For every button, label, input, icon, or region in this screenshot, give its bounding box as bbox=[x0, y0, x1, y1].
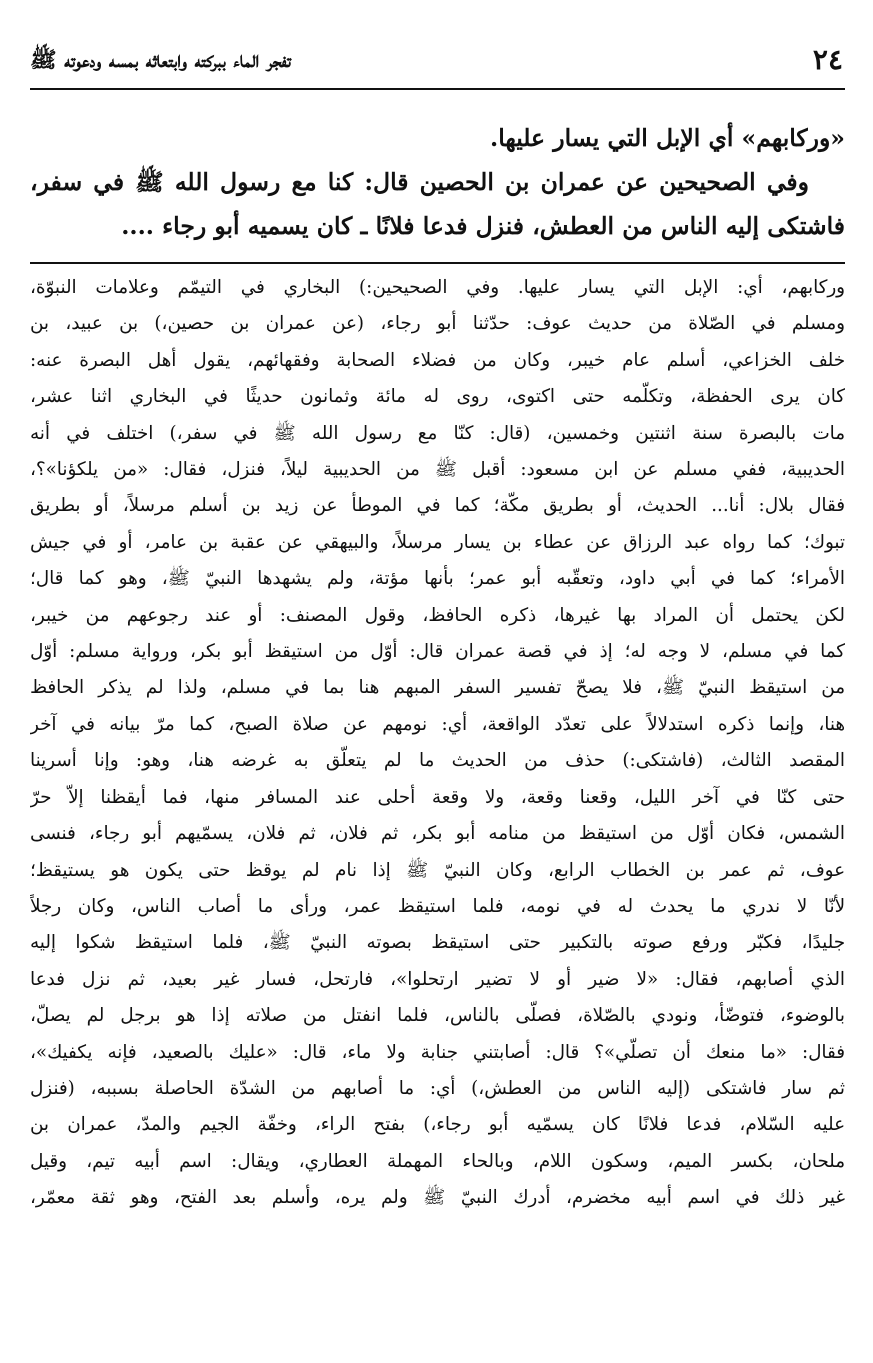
commentary-line: المقصد الثالث، (فاشتكى:) حذف من الحديث ما لم يتعلّق به غرضه هنا، وهو: وإنا أسرينا bbox=[30, 750, 845, 772]
commentary-line: الأمراء؛ كما في أبي داود، وتعقّبه أبو عمر؛ بأنها مؤتة، ولم يشهدها النبيّ ﷺ، وهو كما قال؛ bbox=[30, 568, 845, 590]
commentary-line: حتى كنّا في آخر الليل، وقعنا وقعة، ولا وقعة أحلى عند المسافر منها، فما أيقظنا إلاّ حرّ bbox=[30, 786, 845, 808]
commentary-line: ثم سار فاشتكى (إليه الناس من العطش،) أي: ما أصابهم من الشدّة الحاصلة بسببه، (فنزل bbox=[30, 1077, 845, 1099]
commentary-line: وركابهم، أي: الإبل التي يسار عليها. وفي الصحيحين:) البخاري في التيمّم وعلامات النبوّة، bbox=[30, 277, 845, 298]
commentary-text bbox=[30, 270, 845, 1217]
page-header bbox=[30, 34, 845, 86]
commentary-line: تبوك؛ كما رواه عبد الرزاق عن عطاء بن يسار مرسلاً، والبيهقي عن عقبة بن عامر، أو في جيش bbox=[30, 531, 845, 553]
commentary-divider bbox=[30, 262, 845, 264]
commentary-line: مات بالبصرة سنة اثنتين وخمسين، (قال: كنّا مع رسول الله ﷺ في سفر،) اختلف في أنه bbox=[30, 422, 845, 444]
page-number: ٢٤ bbox=[812, 43, 843, 76]
commentary-line: لكن يحتمل أن المراد بها غيرها، ذكره الحافظ، وقول المصنف: أو عند رجوعهم من خيبر، bbox=[30, 604, 845, 626]
main-text-paragraph-1: «وركابهم» أي الإبل التي يسار عليها. bbox=[490, 124, 845, 152]
commentary-line: ومسلم في الصّلاة من حديث عوف: حدّثنا أبو رجاء، (عن عمران بن حصين،) بن عبيد، بن bbox=[30, 313, 845, 335]
commentary-line: الشمس، فكان أوّل من استيقظ من منامه أبو بكر، ثم فلان، ثم فلان، يسمّيهم أبو رجاء، فنسى bbox=[30, 823, 845, 845]
running-title: تفجر الماء ببركته وابتعاثه بمسه ودعوته ﷺ bbox=[30, 47, 291, 73]
commentary-line: خلف الخزاعي، أسلم عام خيبر، وكان من فضلاء الصحابة وفقهائهم، يقول أهل البصرة عنه: bbox=[30, 349, 845, 371]
commentary-line: بالوضوء، فتوضّأ، ونودي بالصّلاة، فصلّى بالناس، فلما انفتل من صلاته إذا هو برجل لم يصلّ، bbox=[30, 1005, 845, 1027]
commentary-line: جليدًا، فكبّر ورفع صوته بالتكبير حتى استيقظ بصوته النبيّ ﷺ، فلما استيقظ شكوا إليه bbox=[30, 932, 845, 954]
main-text bbox=[30, 116, 845, 248]
commentary-line: غير ذلك في اسم أبيه مخضرم، أدرك النبيّ ﷺ ولم يره، وأسلم بعد الفتح، وهو ثقة معمّر، bbox=[30, 1187, 845, 1209]
commentary-line: الذي أصابهم، فقال: «لا ضير أو لا تضير ارتحلوا»، فارتحل، فسار غير بعيد، ثم نزل فدعا bbox=[30, 968, 845, 990]
main-text-paragraph-2: وفي الصحيحين عن عمران بن الحصين قال: كنا مع رسول الله ﷺ في سفر، فاشتكى إليه الناس من العطش، فنزل فدعا فلانًا ـ كان يسميه أبو رجاء .... bbox=[30, 168, 845, 240]
commentary-line: عوف، ثم عمر بن الخطاب الرابع، وكان النبيّ ﷺ إذا نام لم يوقظ حتى يكون هو يستيقظ؛ bbox=[30, 859, 845, 881]
commentary-line: فقال بلال: أنا... الحديث، أو بطريق مكّة؛ كما في الموطأ عن زيد بن أسلم مرسلاً، أو بطريق bbox=[30, 495, 845, 517]
commentary-line: ملحان، بكسر الميم، وسكون اللام، وبالحاء المهملة العطاري، ويقال: اسم أبيه تيم، وقيل bbox=[30, 1150, 845, 1172]
commentary-line: الحديبية، ففي مسلم عن ابن مسعود: أقبل ﷺ من الحديبية ليلاً، فنزل، فقال: «من يلكؤنا»؟، bbox=[30, 459, 845, 481]
commentary-line: عليه السّلام، فدعا فلانًا كان يسمّيه أبو رجاء،) بفتح الراء، وخفّة الجيم والمدّ، عمران بن bbox=[30, 1114, 845, 1136]
commentary-line: كما في مسلم، لا وجه له؛ إذ في قصة عمران قال: أوّل من استيقظ أبو بكر، ورواية مسلم: أوّل bbox=[30, 641, 845, 663]
commentary-line: لأنّا لا ندري ما يحدث له في نومه، فلما استيقظ عمر، ورأى ما أصاب الناس، وكان رجلاً bbox=[30, 895, 845, 917]
commentary-line: هنا، وإنما ذكره استدلالاً على تعدّد الواقعة، أي: نومهم عن صلاة الصبح، كما مرّ بيانه في آخر bbox=[30, 713, 845, 735]
commentary-line: كان يرى الحفظة، وتكلّمه حتى اكتوى، روى له مائة وثمانون حديثًا في البخاري اثنا عشر، bbox=[30, 386, 845, 408]
book-page bbox=[30, 34, 845, 1334]
header-divider bbox=[30, 88, 845, 90]
commentary-line: من استيقظ النبيّ ﷺ، فلا يصحّ تفسير السفر المبهم هنا بما في مسلم، ولذا لم يذكر الحافظ bbox=[30, 677, 845, 699]
commentary-line: فقال: «ما منعك أن تصلّي»؟ قال: أصابتني جنابة ولا ماء، قال: «عليك بالصعيد، فإنه يكفيك»، bbox=[30, 1041, 845, 1063]
